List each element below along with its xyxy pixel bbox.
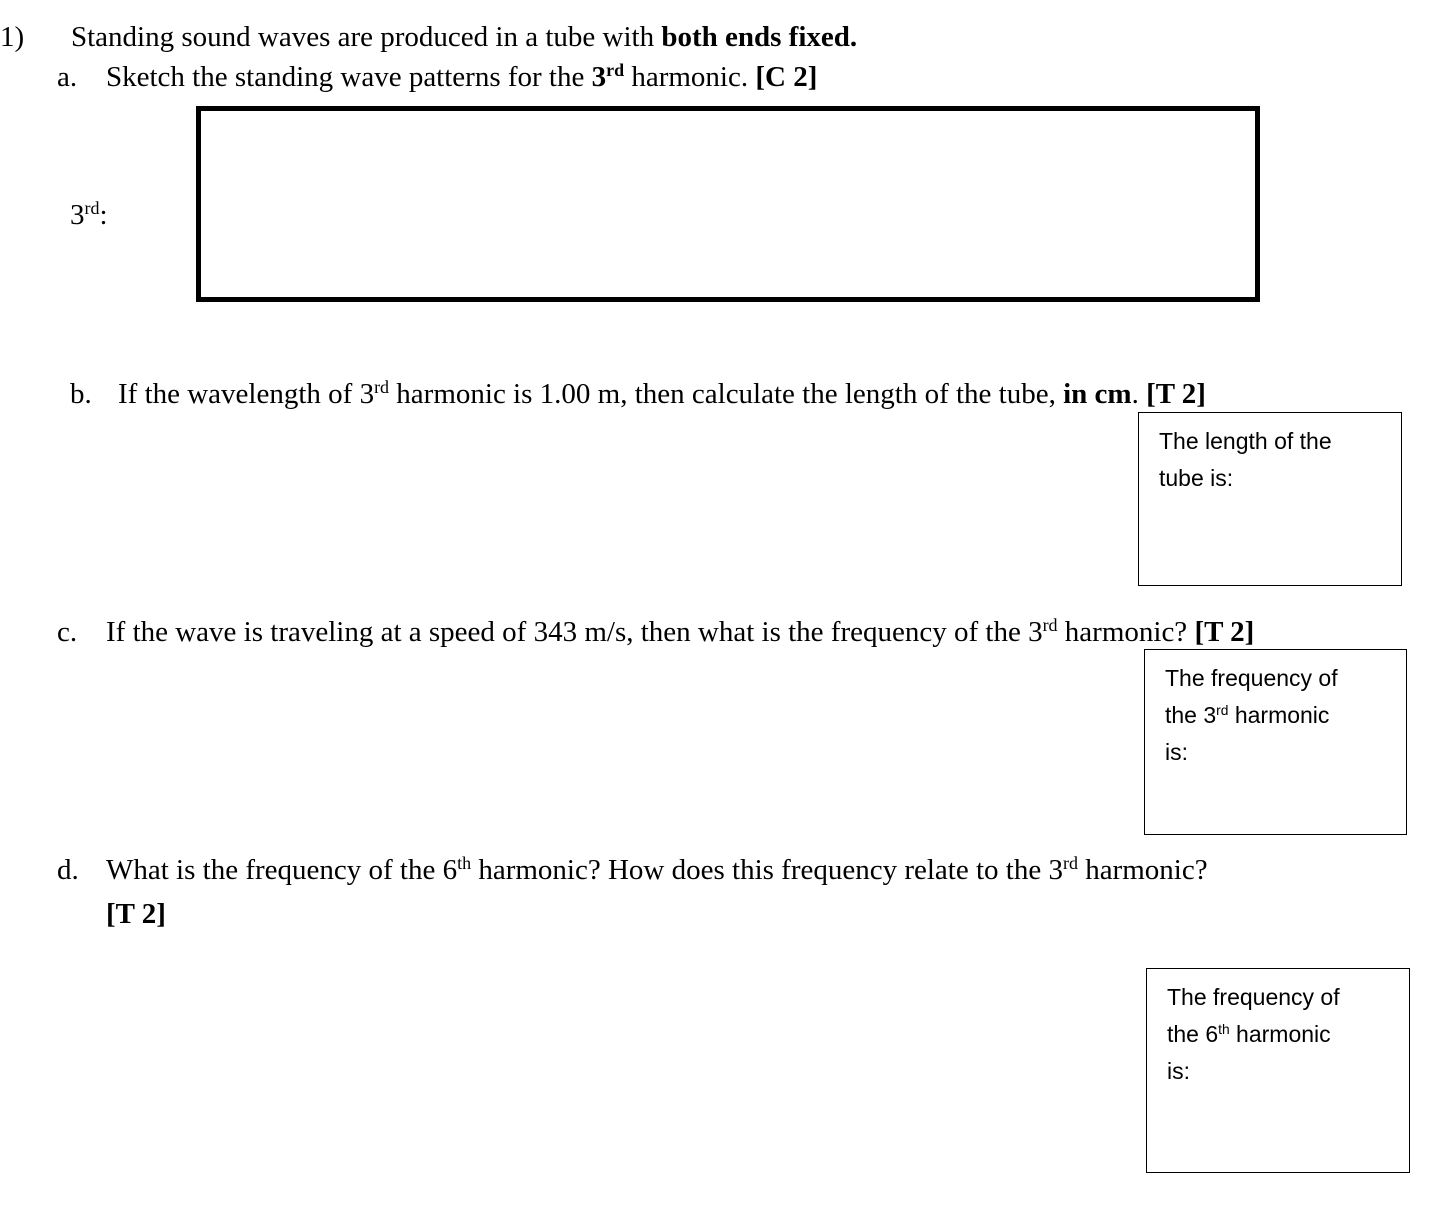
part-a-text-post: harmonic. — [624, 61, 756, 93]
answer-box-label-line1: The length of the — [1159, 428, 1332, 454]
question-stem-bold: both ends fixed. — [661, 21, 858, 53]
part-c-prompt: If the wave is traveling at a speed of 343 m/s, then what is the frequency of the 3rd harmonic? [T 2] — [106, 615, 1255, 648]
part-a-prompt — [106, 60, 817, 94]
part-d-prompt: What is the frequency of the 6th harmonic? How does this frequency relate to the 3rd harmonic? — [106, 853, 1208, 886]
part-a-harmonic-sup: rd — [606, 60, 625, 81]
part-c-letter: c. — [57, 616, 78, 648]
part-c-marks: [T 2] — [1194, 616, 1255, 648]
question-stem — [71, 20, 857, 54]
part-a-harmonic-num: 3 — [591, 61, 607, 93]
question-number: 1) — [0, 21, 25, 53]
answer-box-label-line3: is: — [1165, 739, 1188, 765]
answer-box-3rd-frequency[interactable] — [1144, 649, 1407, 835]
sketch-area[interactable] — [196, 106, 1260, 302]
part-d-letter: d. — [57, 854, 79, 886]
answer-box-label-line2: tube is: — [1159, 465, 1234, 491]
answer-box-label-line1: The frequency of — [1165, 665, 1338, 691]
part-a-letter: a. — [57, 61, 78, 93]
answer-box-label-line1: The frequency of — [1167, 984, 1340, 1010]
part-b-prompt: If the wavelength of 3rd harmonic is 1.00 m, then calculate the length of the tube, in cm. [T 2] — [118, 377, 1206, 410]
question-stem-text: Standing sound waves are produced in a tube with — [71, 21, 662, 53]
answer-box-tube-length[interactable] — [1138, 412, 1402, 586]
part-a-text: Sketch the standing wave patterns for the — [106, 61, 592, 93]
answer-box-label-line2: the 6th harmonic — [1167, 1021, 1331, 1047]
part-b-unit: in cm — [1063, 378, 1132, 410]
answer-box-label-line2: the 3rd harmonic — [1165, 702, 1330, 728]
answer-box-label-line3: is: — [1167, 1058, 1190, 1084]
part-b-marks: [T 2] — [1146, 378, 1206, 410]
answer-box-6th-frequency[interactable] — [1146, 968, 1410, 1173]
part-b-letter: b. — [70, 378, 92, 410]
sketch-label: 3rd: — [70, 198, 108, 231]
part-d-marks: [T 2] — [106, 898, 166, 930]
part-a-marks: [C 2] — [755, 61, 818, 93]
